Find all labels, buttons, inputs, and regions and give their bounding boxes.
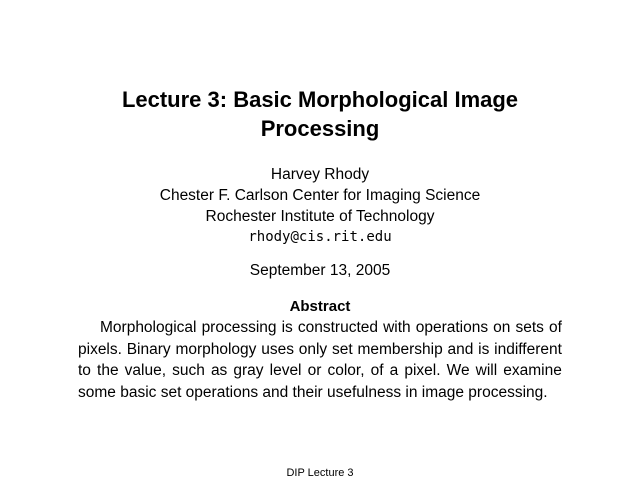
abstract-word: such bbox=[172, 362, 205, 379]
abstract-word: of bbox=[370, 362, 384, 379]
title-line-2: Processing bbox=[260, 116, 380, 141]
abstract-word: color, bbox=[327, 362, 365, 379]
publication-date: September 13, 2005 bbox=[249, 262, 391, 279]
author-institute: Rochester Institute of Technology bbox=[205, 208, 435, 225]
abstract-body bbox=[78, 317, 562, 403]
abstract-word: membership bbox=[357, 340, 443, 358]
abstract-word: is bbox=[478, 340, 490, 358]
abstract-word: will bbox=[475, 362, 498, 379]
abstract-word: uses bbox=[261, 340, 294, 358]
abstract-word: examine bbox=[503, 362, 562, 379]
abstract-word: as bbox=[210, 362, 228, 379]
abstract-word: gray bbox=[233, 362, 264, 379]
page-footer: DIP Lecture 3 bbox=[286, 467, 354, 479]
abstract-word: indifferent bbox=[494, 340, 562, 358]
title-line-1: Lecture 3: Basic Morphological Image bbox=[121, 87, 519, 112]
abstract-word: to bbox=[78, 362, 91, 379]
abstract-word: operations bbox=[415, 319, 489, 336]
author-name: Harvey Rhody bbox=[270, 166, 370, 183]
abstract-word: is bbox=[281, 319, 293, 336]
abstract-word: We bbox=[446, 362, 470, 379]
abstract-word: or bbox=[307, 362, 322, 379]
abstract-word: pixel. bbox=[404, 362, 441, 379]
abstract-word: only bbox=[298, 340, 328, 358]
abstract-word: level bbox=[269, 362, 302, 379]
abstract-word: sets bbox=[515, 319, 544, 336]
abstract-word: with bbox=[383, 319, 411, 336]
abstract-heading: Abstract bbox=[289, 298, 351, 315]
abstract-word: pixels. bbox=[78, 340, 122, 358]
abstract-line bbox=[78, 317, 562, 339]
abstract-line bbox=[78, 339, 562, 361]
abstract-word: of bbox=[548, 319, 562, 336]
abstract-word: the bbox=[97, 362, 119, 379]
abstract-line bbox=[78, 360, 562, 382]
abstract-word: and bbox=[447, 340, 474, 358]
abstract-word: a bbox=[389, 362, 399, 379]
abstract-word: on bbox=[493, 319, 511, 336]
abstract-word: Binary bbox=[126, 340, 171, 358]
abstract-word: Morphological bbox=[100, 319, 197, 336]
abstract-word: constructed bbox=[297, 319, 378, 336]
abstract-word: some basic set operations and their usefulness in image processing. bbox=[78, 383, 548, 401]
abstract-word: set bbox=[331, 340, 353, 358]
author-block bbox=[40, 164, 600, 248]
abstract-word: processing bbox=[201, 319, 277, 336]
author-email: rhody@cis.rit.edu bbox=[248, 229, 392, 245]
abstract-word: morphology bbox=[175, 340, 257, 358]
abstract-word: value, bbox=[124, 362, 167, 379]
author-affiliation-center: Chester F. Carlson Center for Imaging Science bbox=[159, 187, 481, 204]
abstract-line bbox=[78, 382, 562, 404]
page-title bbox=[40, 85, 600, 143]
